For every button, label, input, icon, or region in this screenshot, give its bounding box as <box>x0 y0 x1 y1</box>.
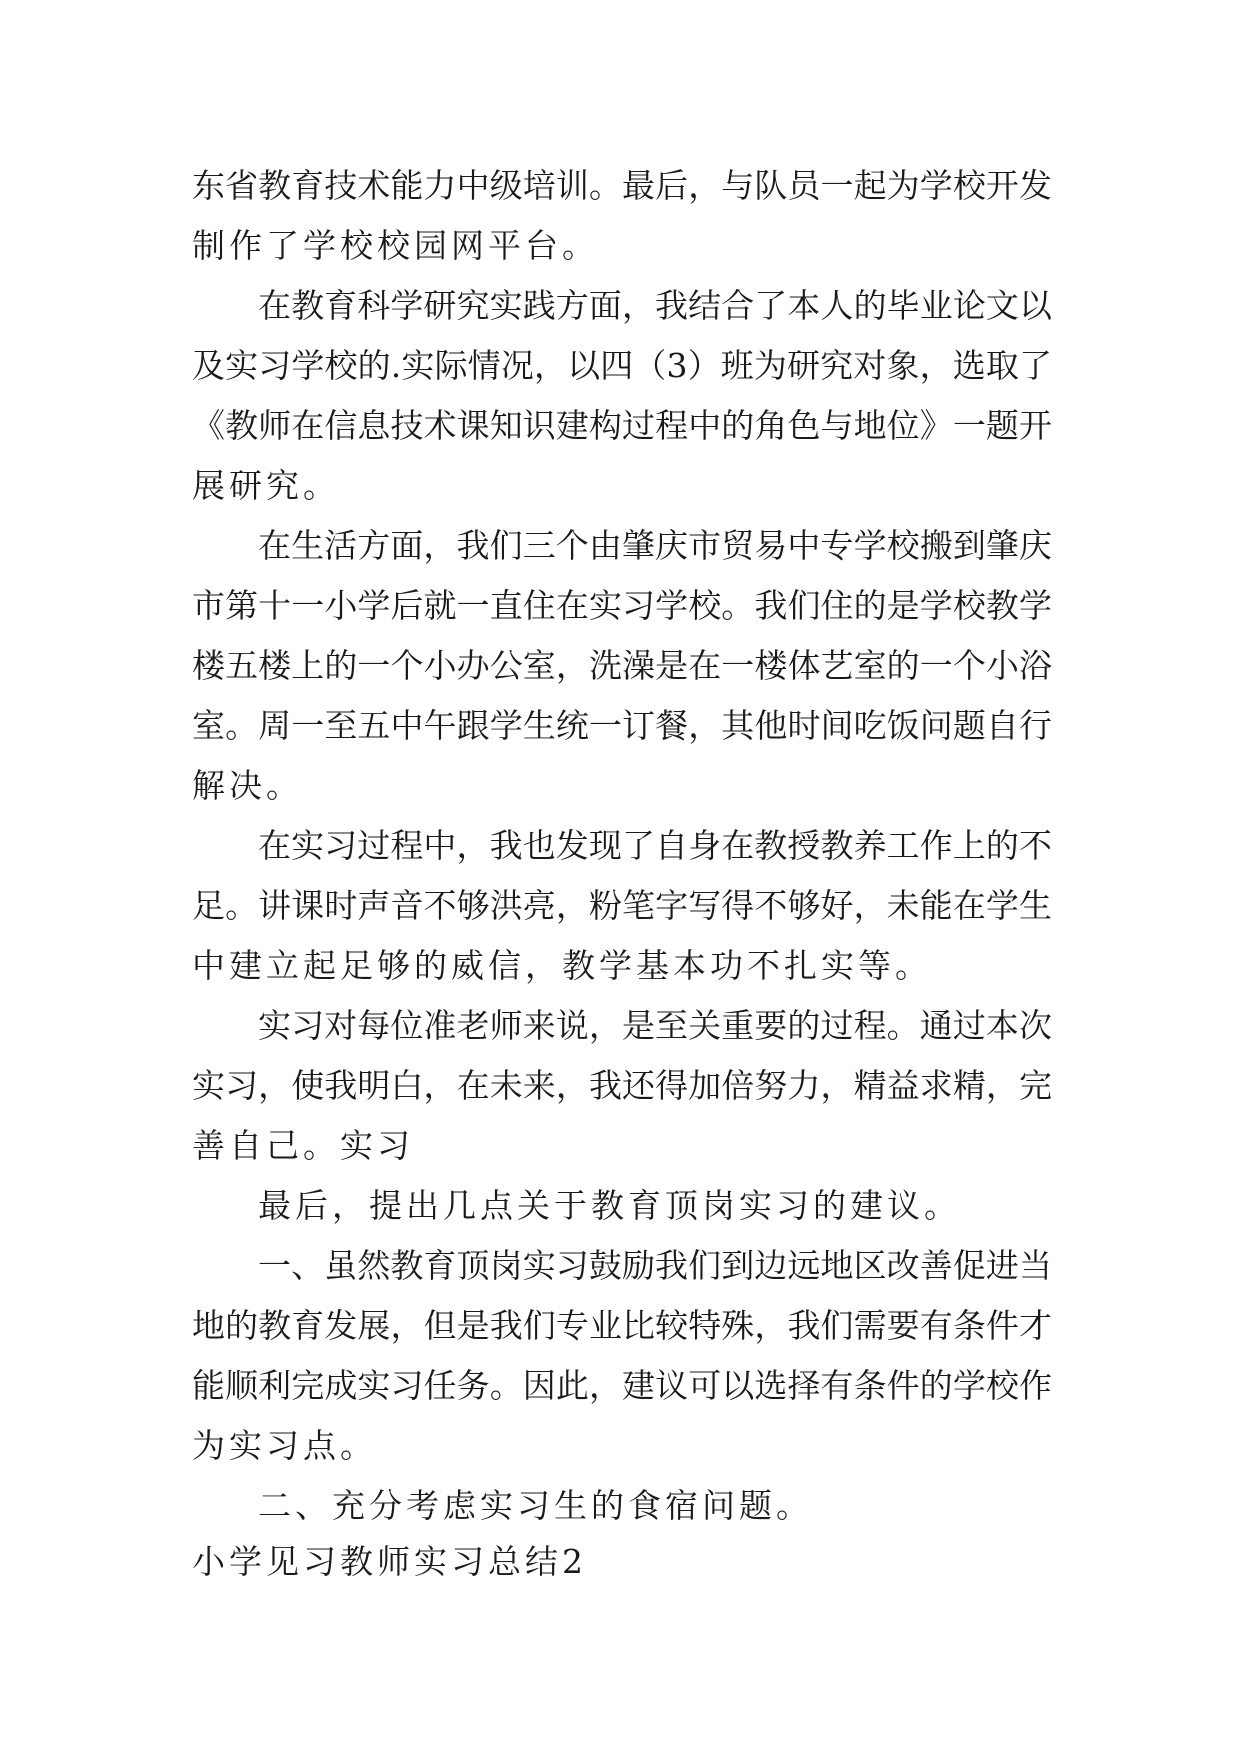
text-line: 及实习学校的.实际情况，以四（3）班为研究对象，选取了 <box>192 346 1052 385</box>
text-line: 东省教育技术能力中级培训。最后，与队员一起为学校开发 <box>192 166 1052 205</box>
text-line: 善自己。实习 <box>192 1126 414 1165</box>
paragraph-start-line: 实习对每位准老师来说，是至关重要的过程。通过本次 <box>258 1006 1052 1045</box>
text-line: 足。讲课时声音不够洪亮，粉笔字写得不够好，未能在学生 <box>192 886 1052 925</box>
paragraph-start-line: 在教育科学研究实践方面，我结合了本人的毕业论文以 <box>258 286 1052 325</box>
paragraph-start-line: 在实习过程中，我也发现了自身在教授教养工作上的不 <box>258 826 1052 865</box>
paragraph-start-line: 二、充分考虑实习生的食宿问题。 <box>258 1486 813 1525</box>
text-line: 解决。 <box>192 766 303 805</box>
text-line: 市第十一小学后就一直住在实习学校。我们住的是学校教学 <box>192 586 1052 625</box>
text-line: 中建立起足够的威信，教学基本功不扎实等。 <box>192 946 932 985</box>
text-line: 楼五楼上的一个小办公室，洗澡是在一楼体艺室的一个小浴 <box>192 646 1052 685</box>
paragraph-start-line: 一、虽然教育顶岗实习鼓励我们到边远地区改善促进当 <box>258 1246 1052 1285</box>
text-line: 展研究。 <box>192 466 340 505</box>
text-line: 实习，使我明白，在未来，我还得加倍努力，精益求精，完 <box>192 1066 1052 1105</box>
paragraph-start-line: 最后，提出几点关于教育顶岗实习的建议。 <box>258 1186 961 1225</box>
text-line: 地的教育发展，但是我们专业比较特殊，我们需要有条件才 <box>192 1306 1052 1345</box>
text-line: 制作了学校校园网平台。 <box>192 226 599 265</box>
section-heading: 小学见习教师实习总结2 <box>192 1542 587 1581</box>
text-line: 能顺利完成实习任务。因此，建议可以选择有条件的学校作 <box>192 1366 1052 1405</box>
text-line: 室。周一至五中午跟学生统一订餐，其他时间吃饭问题自行 <box>192 706 1052 745</box>
text-line: 为实习点。 <box>192 1426 377 1465</box>
text-line: 《教师在信息技术课知识建构过程中的角色与地位》一题开 <box>192 406 1052 445</box>
paragraph-start-line: 在生活方面，我们三个由肇庆市贸易中专学校搬到肇庆 <box>258 526 1052 565</box>
